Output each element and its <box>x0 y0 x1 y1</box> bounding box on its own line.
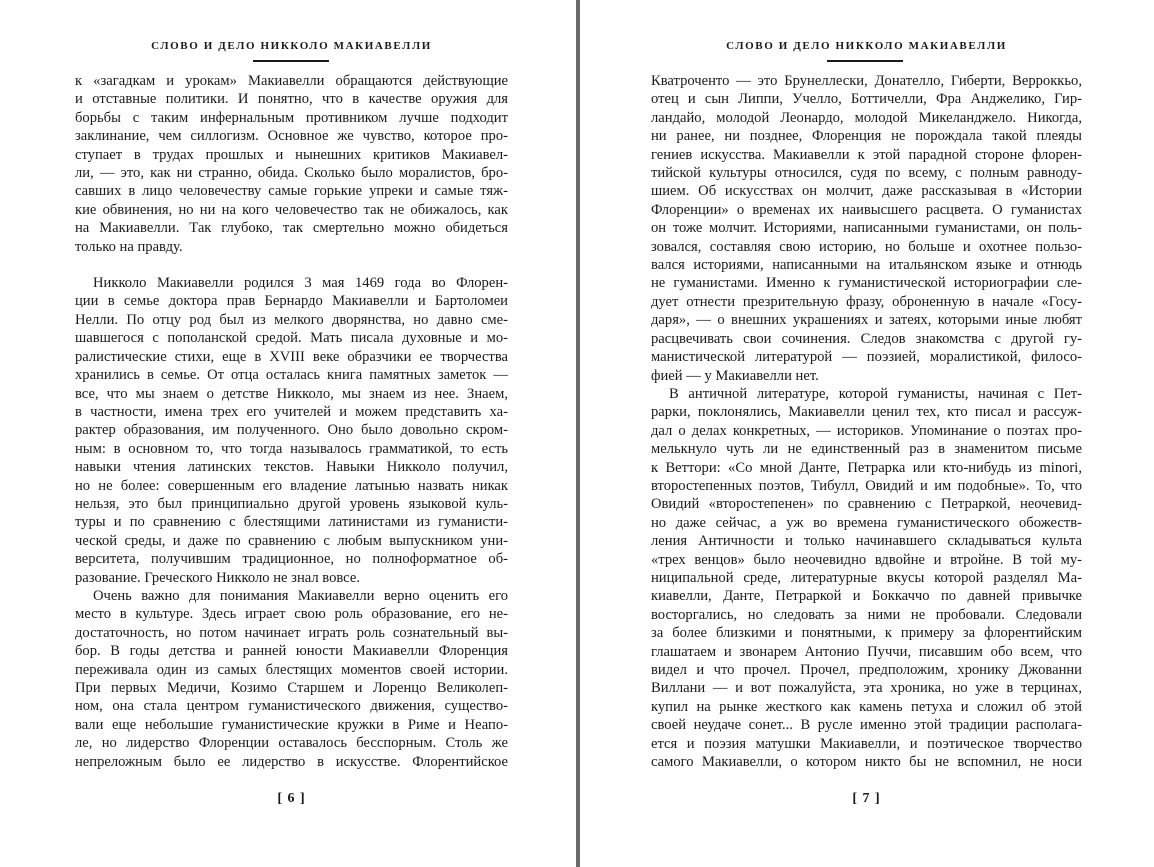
running-header: СЛОВО И ДЕЛО НИККОЛО МАКИАВЕЛЛИ <box>151 40 432 52</box>
text-line: своей неудаче сонет... В русле именно этой традиции располага- <box>651 717 1082 734</box>
text-line: все, что мы знаем о детстве Никколо, мы знаем из нее. Знаем, <box>75 385 508 402</box>
paragraph <box>75 274 508 587</box>
text-line: самого Макиавелли, о котором никто бы не вспомнил, не носи <box>651 754 1082 771</box>
text-line: манистической литературой — поэзией, моралистикой, филосо- <box>651 349 1082 366</box>
text-line: ландайо, молодой Леонардо, молодой Микеланджело. Никогда, <box>651 109 1082 126</box>
text-line: ниципальной среде, литературные вкусы которой разделял Ма- <box>651 569 1082 586</box>
text-line: непреложным было ее лидерство в искусстве. Флорентийское <box>75 753 508 770</box>
paragraph-gap <box>75 256 508 274</box>
text-line: зовался, составляя свою историю, но больше и охотнее пользо- <box>651 238 1082 255</box>
text-line: он тоже молчит. Историями, написанными гуманистами, он поль- <box>651 220 1082 237</box>
text-line: фией — у Макиавелли нет. <box>651 367 819 384</box>
text-line: но не более: совершенным его владение латынью назвать никак <box>75 477 508 494</box>
text-line: «трех венцов» было неочевидно вдвойне и втройне. В той му- <box>651 551 1082 568</box>
text-line: вался историями, написанными на итальянском языке и отнюдь <box>651 257 1082 274</box>
text-line: шием. Об искусствах он молчит, даже рассказывая в «Истории <box>651 183 1082 200</box>
text-line: туры и по сравнению с блестящими латинистами из гуманисти- <box>75 514 508 531</box>
text-line: киавелли, Данте, Петраркой и Боккаччо по давней привычке <box>651 588 1082 605</box>
page-number: [ 6 ] <box>277 791 306 806</box>
text-line: Флоренции» о временах их наивысшего расцвета. О гуманистах <box>651 201 1082 218</box>
text-line: даря», — о внешних украшениях и затеях, которыми иные любят <box>651 312 1082 329</box>
paragraph <box>651 385 1082 772</box>
right-page <box>651 0 1082 867</box>
paragraph <box>75 587 508 771</box>
text-line: савших в лицо человечеству самые горькие упреки и самые тяж- <box>75 183 508 200</box>
text-line: шавшегося с пополанской средой. Мать писала духовные и мо- <box>75 330 508 347</box>
text-line: второстепенных поэтов, Тибулл, Овидий и им подобные». То, что <box>651 477 1082 494</box>
page-body <box>651 72 1082 771</box>
text-line: и отставные политики. И понятно, что в качестве оружия для <box>75 91 508 108</box>
text-line: глашатаем и звонарем Антонио Пуччи, писавшим обо всем, что <box>651 643 1082 660</box>
left-page <box>75 0 508 867</box>
text-line: в частности, имена трех его учителей и можем представить ха- <box>75 403 508 420</box>
text-line: заклинание, чем силлогизм. Основное же чувство, которое про- <box>75 128 508 145</box>
text-line: мелькнуло чуть ли не единственный раз в знаменитом письме <box>651 441 1082 458</box>
text-line: разование. Греческого Никколо не знал вовсе. <box>75 569 360 586</box>
text-line: ном, она стала центром гуманистического движения, существо- <box>75 698 508 715</box>
text-line: бор. В годы детства и ранней юности Макиавелли Флоренция <box>75 643 508 660</box>
text-line: ным: в основном то, что тогда называлось грамматикой, то есть <box>75 440 508 457</box>
text-line: но даже сейчас, а уж во времена гуманистического обожеств- <box>651 514 1082 531</box>
text-line: рактер образования, им полученного. Оно было довольно скром- <box>75 422 508 439</box>
text-line: ется и поэзия матушки Макиавелли, и поэтическое творчество <box>651 735 1082 752</box>
text-line: Никколо Макиавелли родился 3 мая 1469 года во Флорен- <box>93 275 508 292</box>
text-line: переживала один из самых блестящих моментов своей истории. <box>75 661 508 678</box>
text-line: Очень важно для понимания Макиавелли верно оценить его <box>93 587 508 604</box>
text-line: к Веттори: «Со мной Данте, Петрарка или кто-нибудь из minori, <box>651 459 1082 476</box>
text-line: рарки, поклонялись, Макиавелли ценил тех, кто писал и рассуж- <box>651 404 1082 421</box>
text-line: гениев искусства. Макиавелли к этой парадной стороне флорен- <box>651 146 1082 163</box>
text-line: нельзя, это был принципиально другой уровень языковой куль- <box>75 495 508 512</box>
text-line: отец и сын Липпи, Учелло, Боттичелли, Фра Анджелико, Гир- <box>651 91 1082 108</box>
text-line: место в культуре. Здесь играет свою роль образование, его не- <box>75 606 508 623</box>
header-rule <box>253 60 329 62</box>
text-line: на Макиавелли. Так глубоко, так смертельно можно обидеться <box>75 220 508 237</box>
paragraph <box>651 72 1082 385</box>
text-line: ческой среды, и даже по сравнению с любым выпускником уни- <box>75 532 508 549</box>
text-line: ралистические стихи, еще в XVIII веке образчики ее творчества <box>75 348 508 365</box>
text-line: восторгались, но следовать за ними не пробовали. Следовали <box>651 606 1082 623</box>
text-line: только на правду. <box>75 238 183 255</box>
text-line: ции в семье доктора прав Бернардо Макиавелли и Бартоломеи <box>75 293 508 310</box>
text-line: не гуманистами. Именно к гуманистической историографии сле- <box>651 275 1082 292</box>
text-line: расцвечивать свои сочинения. Следов знакомства с другой гу- <box>651 330 1082 347</box>
text-line: верситета, получившим традиционное, но полноформатное об- <box>75 551 508 568</box>
text-line: При первых Медичи, Козимо Старшем и Лоренцо Великолеп- <box>75 680 508 696</box>
text-line: Нелли. По отцу род был из мелкого дворянства, но давно сме- <box>75 311 508 328</box>
text-line: тийской культуры относился, судя по всему, с полным равноду- <box>651 165 1082 182</box>
text-line: В античной литературе, которой гуманисты, начиная с Пет- <box>669 385 1082 402</box>
text-line: ни ранее, ни позднее, Флоренция не порождала такой плеяды <box>651 128 1082 145</box>
text-line: хранились в семье. От отца осталась книга памятных заметок — <box>75 367 508 384</box>
text-line: дует отнести презрительную фразу, оброненную в начале «Госу- <box>651 293 1082 310</box>
text-line: Виллани — и вот пожалуйста, эта хроника, но уже в терцинах, <box>651 680 1082 697</box>
text-line: борьбы с таким инфернальным противником лучше подходит <box>75 109 508 126</box>
text-line: за более близкими и понятными, к примеру за флорентийским <box>651 625 1082 642</box>
header-rule <box>827 60 903 62</box>
text-line: кие обвинения, но ни на кого человечество так не обижалось, как <box>75 201 508 218</box>
text-line: купил на рынке жесткого как камень петуха и сложил об этой <box>651 698 1082 715</box>
text-line: видел и что прочел. Прочел, предположим, хронику Джованни <box>651 662 1082 678</box>
text-line: Кватроченто — это Брунеллески, Донателло, Гиберти, Верроккьо, <box>651 73 1082 89</box>
text-line: ле, но лидерство Флоренции оставалось бесспорным. Столь же <box>75 735 508 752</box>
text-line: ления Античности и только начинавшего складываться культа <box>651 533 1082 550</box>
text-line: ли, — это, как ни странно, обида. Сколько было моралистов, бро- <box>75 165 508 182</box>
text-line: ступает в трудах прошлых и нынешних критиков Макиавел- <box>75 146 508 163</box>
text-line: навыки чтения латинских текстов. Навыки Никколо получил, <box>75 459 508 476</box>
text-line: дал о делах конкретных, — историков. Упоминание о поэтах про- <box>651 422 1082 439</box>
text-line: Овидий «второстепенен» по сравнению с Петраркой, неочевид- <box>651 496 1082 513</box>
text-line: достаточность, но потом начинает играть роль сознательный вы- <box>75 624 508 641</box>
running-header: СЛОВО И ДЕЛО НИККОЛО МАКИАВЕЛЛИ <box>726 40 1007 52</box>
page-number: [ 7 ] <box>852 791 881 806</box>
text-line: вали еще небольшие гуманистические кружки в Риме и Неапо- <box>75 716 508 733</box>
page-body <box>75 72 508 771</box>
paragraph <box>75 72 508 256</box>
text-line: к «загадкам и урокам» Макиавелли обращаются действующие <box>75 73 508 89</box>
book-spine <box>576 0 580 867</box>
